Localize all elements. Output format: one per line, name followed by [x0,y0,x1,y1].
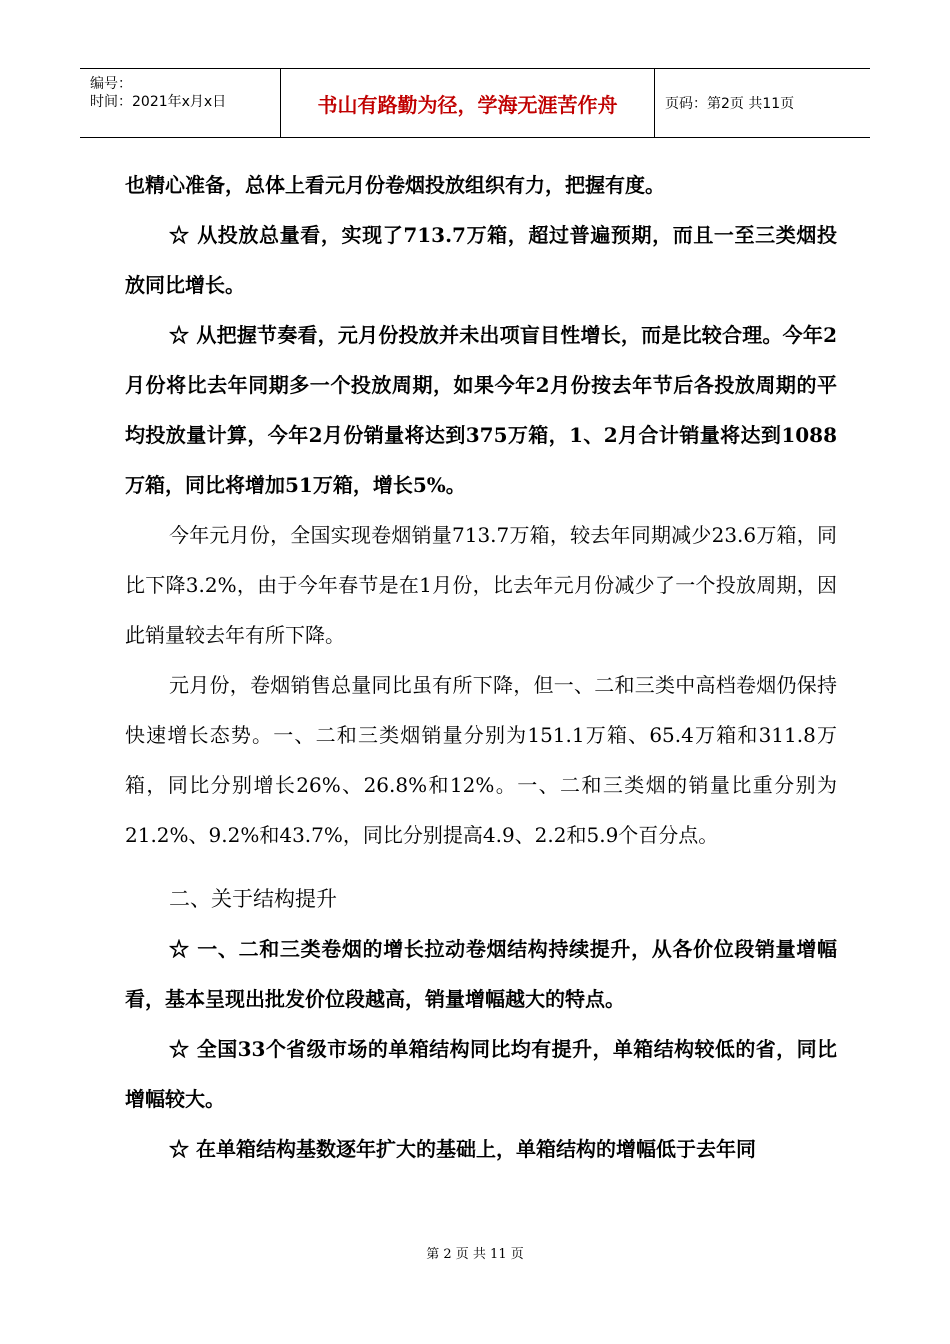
serial-label: 编号： [90,76,132,92]
page-header [80,68,870,138]
page-footer: 第 2 页 共 11 页 [426,1247,524,1262]
paragraph-star-rhythm: ☆ 从把握节奏看，元月份投放并未出项盲目性增长，而是比较合理。今年2月份将比去年同期多一个投放周期，如果今年2月份按去年节后各投放周期的平均投放量计算，今年2月份销量将达到375万箱，1、2月合计销量将达到1088万箱，同比将增加51万箱，增长5%。 [125,323,837,497]
header-motto-cell [281,69,655,137]
header-motto: 书山有路勤为径，学海无涯苦作舟 [317,93,618,117]
paragraph-january-sales: 今年元月份，全国实现卷烟销量713.7万箱，较去年同期减少23.6万箱，同比下降3.2%，由于今年春节是在1月份，比去年元月份减少了一个投放周期，因此销量较去年有所下降。 [125,523,837,647]
paragraph-star-total: ☆ 从投放总量看，实现了713.7万箱，超过普遍预期，而且一至三类烟投放同比增长。 [125,223,837,297]
section-heading: 二、关于结构提升 [169,887,337,911]
paragraph-intro: 也精心准备，总体上看元月份卷烟投放组织有力，把握有度。 [125,173,665,197]
document-body [125,160,837,1174]
header-page-info: 页码：第2页 共11页 [665,96,795,112]
date-line: 时间：2021年x月x日 [90,94,227,110]
paragraph-star-base: ☆ 在单箱结构基数逐年扩大的基础上，单箱结构的增幅低于去年同 [169,1137,756,1161]
header-info-cell [80,69,281,137]
paragraph-star-structure: ☆ 一、二和三类卷烟的增长拉动卷烟结构持续提升，从各价位段销量增幅看，基本呈现出批发价位段越高，销量增幅越大的特点。 [125,937,837,1011]
header-page-cell [655,69,870,137]
paragraph-star-provinces: ☆ 全国33个省级市场的单箱结构同比均有提升，单箱结构较低的省，同比增幅较大。 [125,1037,837,1111]
paragraph-category-growth: 元月份，卷烟销售总量同比虽有所下降，但一、二和三类中高档卷烟仍保持快速增长态势。一、二和三类烟销量分别为151.1万箱、65.4万箱和311.8万箱，同比分别增长26%、26.8%和12%。一、二和三类烟的销量比重分别为21.2%、9.2%和43.7%，同比分别提高4.9、2.2和5.9个百分点。 [125,673,837,847]
